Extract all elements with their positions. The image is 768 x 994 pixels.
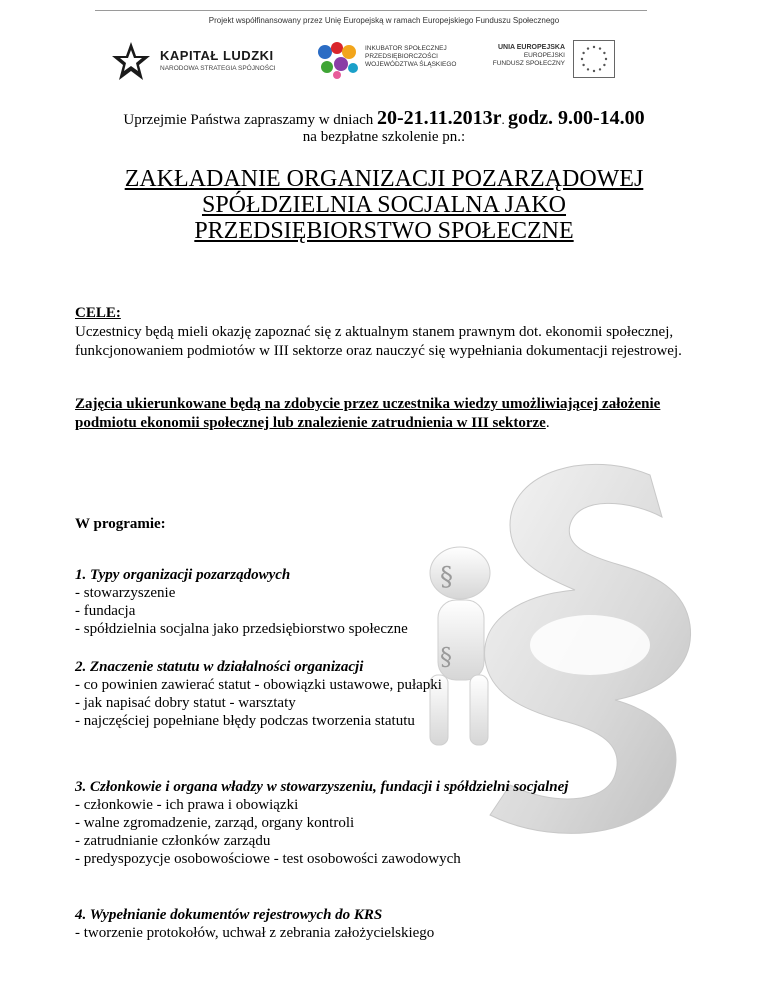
- ue-text: [485, 44, 565, 68]
- training-title: [0, 166, 768, 244]
- ue-title: UNIA EUROPEJSKA: [497, 44, 565, 51]
- ue-line-1: EUROPEJSKI: [523, 52, 565, 59]
- goals-text: Uczestnicy będą mieli okazję zapoznać się z aktualnym stanem prawnym dot. ekonomii społecznej, funkcjonowaniem podmiotów w III sektorze oraz nauczyć się wypełniania dokumentacji rejestrowej.: [75, 324, 682, 359]
- focus-paragraph: [75, 395, 715, 433]
- kapital-ludzki-star-icon: [110, 40, 152, 82]
- title-line-2: SPÓŁDZIELNIA SOCJALNA JAKO: [201, 192, 567, 218]
- title-line-3: PRZEDSIĘBIORSTWO SPOŁECZNE: [194, 218, 574, 244]
- eu-flag-icon: [573, 40, 615, 78]
- program-section-2: [75, 658, 735, 730]
- inkubator-logo: [315, 36, 475, 84]
- small-paragraph-sign-1: §: [440, 562, 453, 592]
- section-title: 4. Wypełnianie dokumentów rejestrowych do KRS: [75, 907, 383, 923]
- inkubator-text: [365, 45, 457, 69]
- list-item: - co powinien zawierać statut - obowiązki ustawowe, pułapki: [75, 677, 442, 693]
- small-paragraph-sign-2: §: [440, 643, 452, 671]
- invitation-line-1: [0, 108, 768, 130]
- list-item: - jak napisać dobry statut - warsztaty: [75, 695, 296, 711]
- invitation-line-2: na bezpłatne szkolenie pn.:: [302, 129, 466, 145]
- inkubator-dots-icon: [315, 40, 361, 80]
- header-divider: [95, 10, 647, 11]
- inkubator-line-2: PRZEDSIĘBIORCZOŚCI: [365, 53, 438, 60]
- focus-text: Zajęcia ukierunkowane będą na zdobycie przez uczestnika wiedzy umożliwiającej założenie podmiotu ekonomii społecznej lub znalezienie zatrudnienia w III sektorze: [75, 396, 661, 431]
- ue-logo: [485, 36, 625, 84]
- list-item: - zatrudnianie członków zarządu: [75, 833, 271, 849]
- list-item: - predyspozycje osobowościowe - test osobowości zawodowych: [75, 851, 461, 867]
- list-item: - członkowie - ich prawa i obowiązki: [75, 797, 299, 813]
- invitation-lead: Uprzejmie Państwa zapraszamy w dniach: [123, 112, 378, 128]
- kapital-ludzki-subtitle: NARODOWA STRATEGIA SPÓJNOŚCI: [160, 65, 276, 72]
- program-section-1: [75, 566, 735, 638]
- list-item: - fundacja: [75, 603, 136, 619]
- invitation-separator: .: [501, 112, 508, 127]
- list-item: - spółdzielnia socjalna jako przedsiębiorstwo społeczne: [75, 621, 408, 637]
- inkubator-line-3: WOJEWÓDZTWA ŚLĄSKIEGO: [365, 61, 457, 68]
- section-title: 1. Typy organizacji pozarządowych: [75, 567, 291, 583]
- invitation-time: godz. 9.00-14.00: [507, 107, 645, 129]
- section-title: 2. Znaczenie statutu w działalności organizacji: [75, 659, 364, 675]
- list-item: - stowarzyszenie: [75, 585, 176, 601]
- invitation-dates: 20-21.11.2013r: [377, 107, 502, 129]
- focus-end: .: [545, 415, 550, 431]
- list-item: - najczęściej popełniane błędy podczas tworzenia statutu: [75, 713, 415, 729]
- ue-line-2: FUNDUSZ SPOŁECZNY: [492, 60, 565, 67]
- kapital-ludzki-name: KAPITAŁ LUDZKI: [160, 48, 274, 63]
- program-section-3: [75, 778, 735, 868]
- kapital-ludzki-logo: [110, 36, 305, 84]
- section-title: 3. Członkowie i organa władzy w stowarzyszeniu, fundacji i spółdzielni socjalnej: [75, 779, 569, 795]
- program-heading: W programie:: [75, 516, 166, 532]
- title-line-1: ZAKŁADANIE ORGANIZACJI POZARZĄDOWEJ: [124, 166, 644, 192]
- list-item: - walne zgromadzenie, zarząd, organy kontroli: [75, 815, 355, 831]
- goals-heading: CELE:: [75, 305, 121, 321]
- logo-bar: [110, 36, 630, 86]
- list-item: - tworzenie protokołów, uchwał z zebrania założycielskiego: [75, 925, 435, 941]
- funding-note: Projekt współfinansowany przez Unię Europejską w ramach Europejskiego Funduszu Społecznego: [208, 16, 560, 25]
- inkubator-line-1: INKUBATOR SPOŁECZNEJ: [365, 45, 447, 52]
- program-section-4: [75, 906, 735, 942]
